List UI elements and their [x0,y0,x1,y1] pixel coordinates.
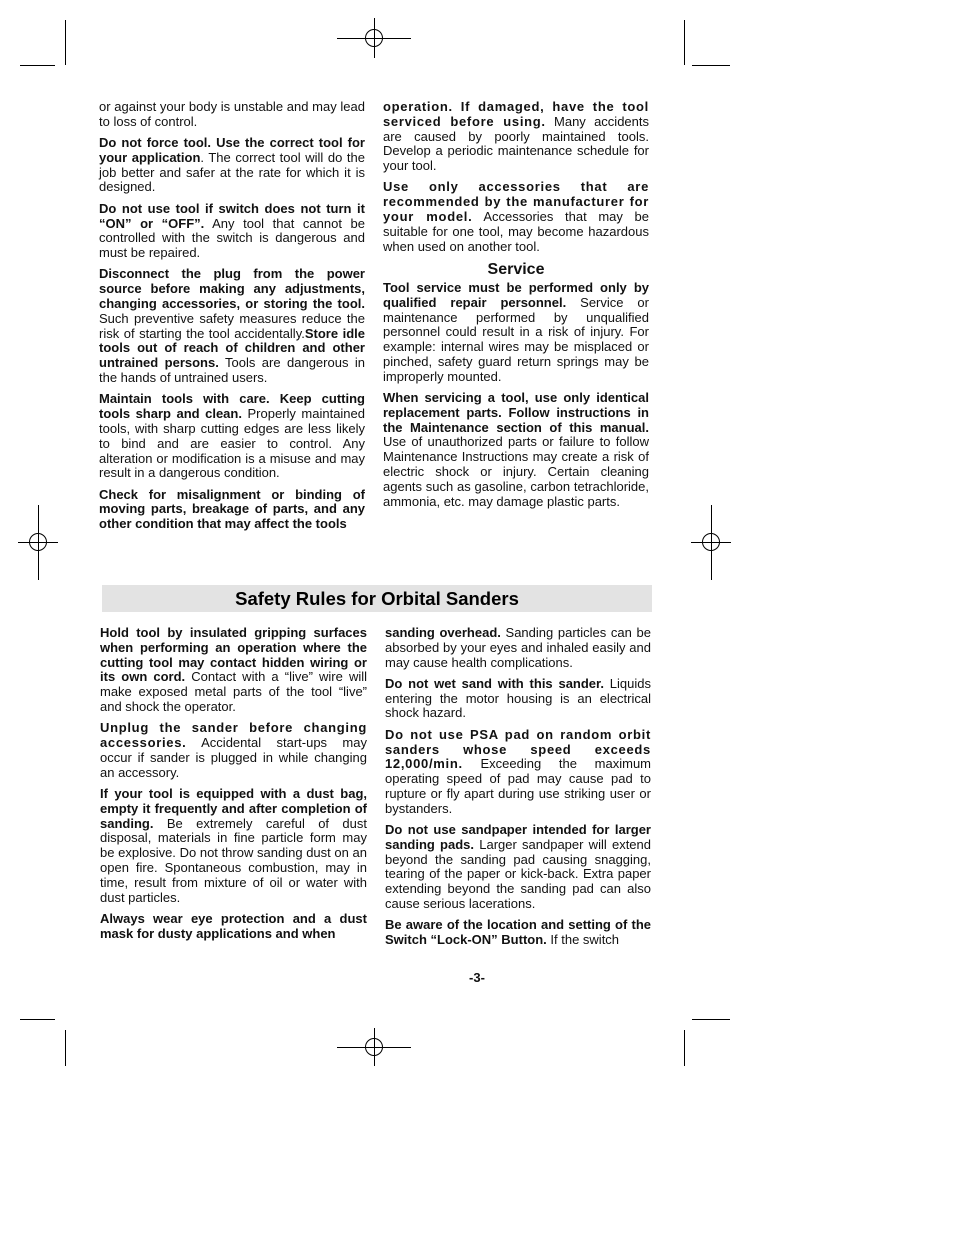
paragraph: sanding overhead. Sanding particles can be absorbed by your eyes and inhaled easily and may cause health complications. [385,625,651,670]
page-number: -3- [469,970,485,985]
paragraph: Do not force tool. Use the correct tool for your application. The correct tool will do the job better and safer at the rate for which it is designed. [99,135,365,195]
paragraph: Tool service must be performed only by qualified repair personnel. Service or maintenance performed by unqualified personnel could result in a risk of injury. For example: internal wires may be misplaced or pinched, safety guard return springs may be improperly mounted. [383,279,649,384]
section-title: Safety Rules for Orbital Sanders [235,588,519,609]
paragraph: Maintain tools with care. Keep cutting tools sharp and clean. Properly maintained tools, with sharp cutting edges are less likely to bind and are easier to control. Any alteration or modification is a misuse and may result in a dangerous condition. [99,391,365,481]
paragraph: If your tool is equipped with a dust bag, empty it frequently and after completion of sanding. Be extremely careful of dust disposal, materials in fine particle form may be explosive. Do not throw sanding dust on an open fire. Spontaneous combustion, may in time, result from mixture of oil or water with dust particles. [100,785,367,905]
bottom-right-column [385,626,651,954]
paragraph: Check for misalignment or binding of moving parts, breakage of parts, and any other condition that may affect the tools [99,486,365,532]
paragraph: operation. If damaged, have the tool serviced before using. Many accidents are caused by poorly maintained tools. Develop a periodic maintenance schedule for your tool. [383,99,649,174]
paragraph: Disconnect the plug from the power source before making any adjustments, changing accessories, or storing the tool. Such preventive safety measures reduce the risk of starting the tool accidentally.Store idle tools out of reach of children and other untrained persons. Tools are dangerous in the hands of untrained users. [99,266,365,386]
top-left-column [99,100,365,539]
paragraph: When servicing a tool, use only identical replacement parts. Follow instructions in the Maintenance section of this manual. Use of unauthorized parts or failure to follow Maintenance Instructions may create a risk of electric shock or injury. Certain cleaning agents such as gasoline, carbon tetrachloride, ammonia, etc. may damage plastic parts. [383,390,649,509]
paragraph: Use only accessories that are recommended by the manufacturer for your model. Accessories that may be suitable for one tool, may become hazardous when used on another tool. [383,179,649,254]
paragraph: Do not use tool if switch does not turn it “ON” or “OFF”. Any tool that cannot be controlled with the switch is dangerous and must be repaired. [99,200,365,261]
paragraph: Unplug the sander before changing accessories. Accidental start-ups may occur if sander is plugged in while changing an accessory. [100,720,367,780]
paragraph: or against your body is unstable and may lead to loss of control. [99,99,365,129]
service-heading: Service [487,260,545,278]
paragraph: Do not use sandpaper intended for larger sanding pads. Larger sandpaper will extend beyond the sanding pad causing snagging, tearing of the paper or kick-back. Extra paper extending beyond the sanding pad can also cause serious lacerations. [385,822,651,912]
paragraph: Always wear eye protection and a dust mask for dusty applications and when [100,910,367,941]
paragraph: Do not wet sand with this sander. Liquids entering the motor housing is an electrical shock hazard. [385,675,651,721]
bottom-left-column [100,626,367,948]
paragraph: Hold tool by insulated gripping surfaces when performing an operation where the cutting tool may contact hidden wiring or its own cord. Contact with a “live” wire will make exposed metal parts of the tool “live” and shock the operator. [100,625,368,714]
paragraph: Do not use PSA pad on random orbit sanders whose speed exceeds 12,000/min. Exceeding the maximum operating speed of pad may cause pad to rupture or fly apart during use striking user or bystanders. [385,726,651,816]
top-right-column [383,100,649,516]
section-banner [102,585,652,612]
paragraph: Be aware of the location and setting of the Switch “Lock-ON” Button. If the switch [385,917,651,948]
